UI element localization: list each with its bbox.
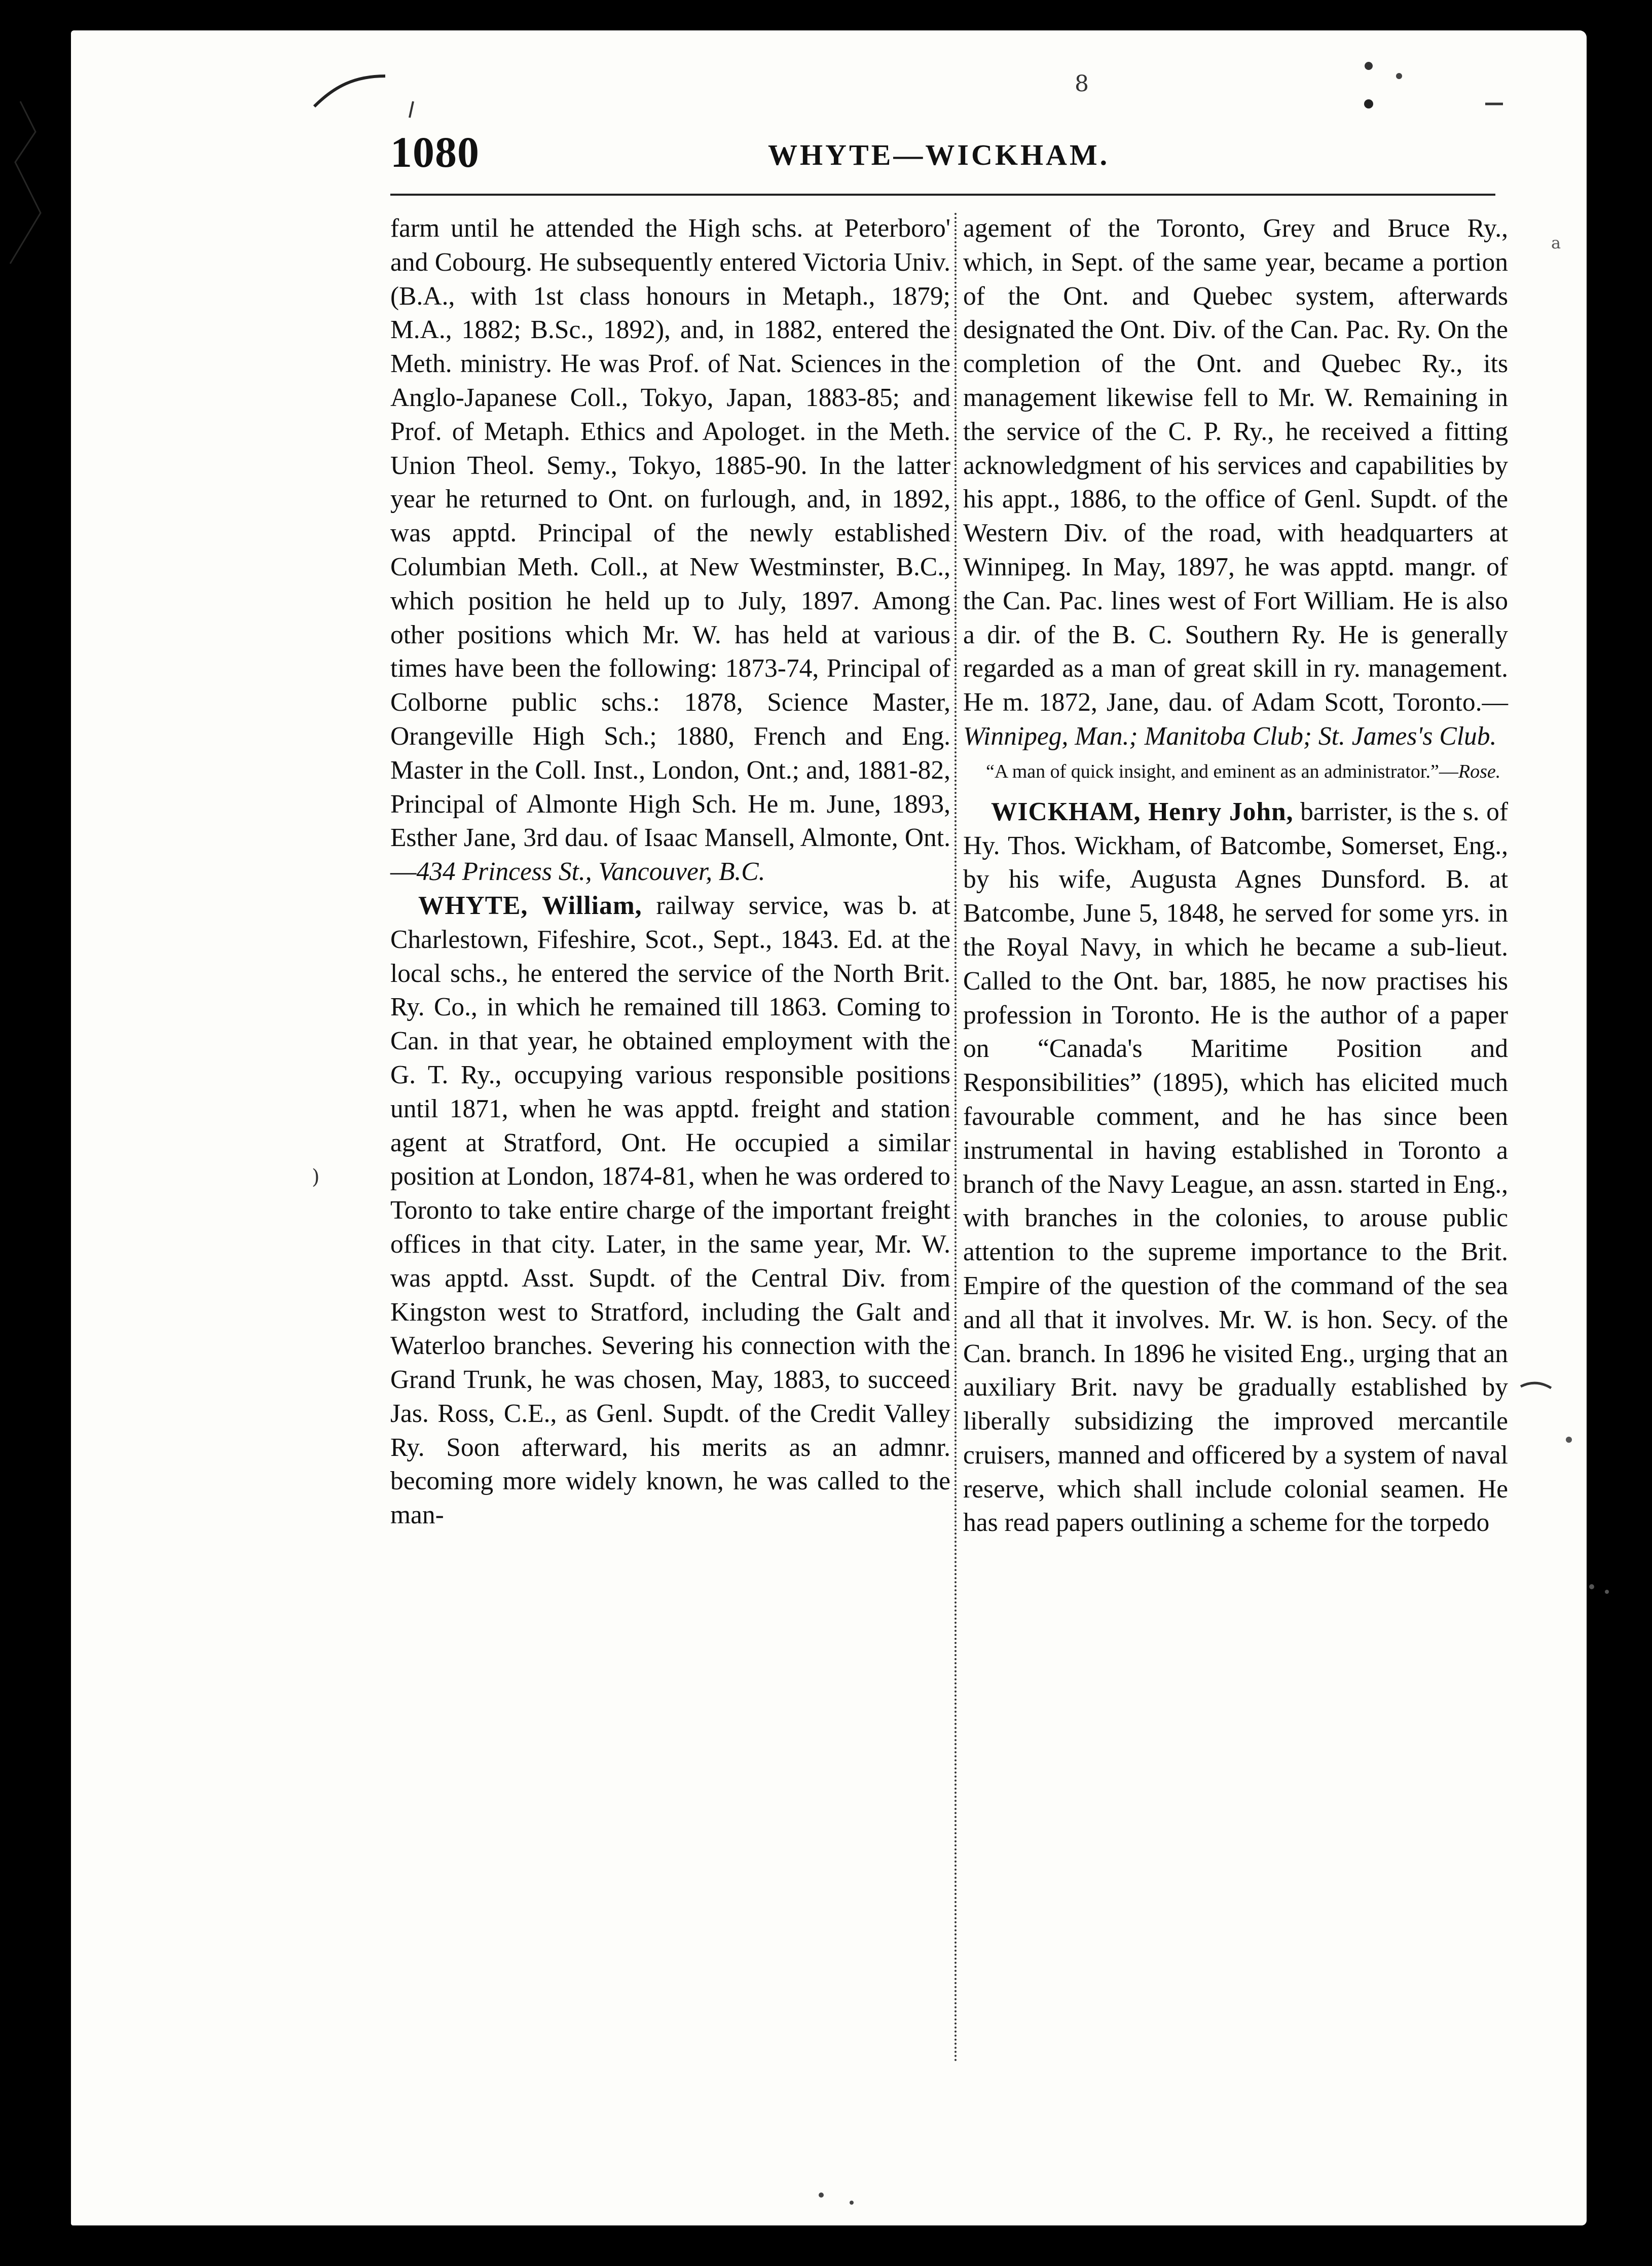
running-head-title: WHYTE—WICKHAM. (768, 138, 1110, 171)
wickham-entry (963, 795, 1508, 1541)
continued-entry-paragraph (390, 212, 950, 889)
pen-stroke-mark (410, 101, 413, 118)
whyte-entry-text: railway service, was b. at Charlestown, Fifeshire, Scot., Sept., 1843. Ed. at the local schs., he entered the service of the North Brit. Ry. Co., in which he remained till 1863. Coming to Can. in that year, he obtained employment with the G. T. Ry., occupying various responsible positions until 1871, when he was apptd. freight and station agent at Stratford, Ont. He occupied a similar position at London, 1874-81, when he was ordered to Toronto to take entire charge of the important freight offices in that city. Later, in the same year, Mr. W. was apptd. Asst. Supdt. of the Central Div. from Kingston west to Stratford, including the Galt and Waterloo branches. Severing his connection with the Grand Trunk, he was chosen, May, 1883, to succeed Jas. Ross, C.E., as Genl. Supdt. of the Credit Valley Ry. Soon afterward, his merits as an admnr. becoming more widely known, he was called to the man- (390, 891, 950, 1530)
left-column (390, 212, 950, 1532)
pen-stroke-mark (1521, 1383, 1551, 1388)
whyte-continued-text: agement of the Toronto, Grey and Bruce Ry., which, in Sept. of the same year, became a portion of the Ont. and Quebec system, afterwards designated the Ont. Div. of the Can. Pac. Ry. On the completion of the Ont. and Quebec Ry., its management likewise fell to Mr. W. Remaining in the service of the C. P. Ry., he received a fitting acknowledgment of his services and capabilities by his appt., 1886, to the office of Genl. Supdt. of the Western Div. of the road, with headquarters at Winnipeg. In May, 1897, he was apptd. mangr. of the Can. Pac. lines west of Fort William. He is also a dir. of the B. C. Southern Ry. He is generally regarded as a man of great skill in ry. management. He m. 1872, Jane, dau. of Adam Scott, Toronto.— (963, 214, 1508, 717)
wickham-entry-name: WICKHAM, Henry John, (991, 797, 1294, 826)
whyte-entry (390, 889, 950, 1532)
speck-mark (1605, 1590, 1609, 1594)
header-rule (390, 194, 1495, 196)
quote-text: “A man of quick insight, and eminent as an administrator.”— (986, 760, 1458, 782)
scribble-mark: a (1551, 233, 1561, 252)
speck-mark (1589, 1584, 1594, 1589)
speck-mark (1364, 99, 1373, 108)
pen-stroke-mark (314, 76, 385, 106)
speck-mark (819, 2192, 824, 2198)
whyte-address: Winnipeg, Man.; Manitoba Club; St. James's Club. (963, 721, 1497, 751)
scribble-mark: 8 (1075, 71, 1089, 97)
whyte-entry-name: WHYTE, William, (418, 891, 642, 920)
wickham-entry-text: barrister, is the s. of Hy. Thos. Wickham, of Batcombe, Somerset, Eng., by his wife, Augusta Agnes Dunsford. B. at Batcombe, June 5, 1848, he served for some yrs. in the Royal Navy, in which he became a sub-lieut. Called to the Ont. bar, 1885, he now practises his profession in Toronto. He is the author of a paper on “Canada's Maritime Position and Responsibilities” (1895), which has elicited much favourable comment, and he has since been instrumental in having established in Toronto a branch of the Navy League, an assn. started in Eng., with branches in the colonies, to arouse public attention to the supreme importance to the Brit. Empire of the question of the command of the sea and all that it involves. Mr. W. is hon. Secy. of the Can. branch. In 1896 he visited Eng., urging that an auxiliary Brit. navy be gradually established by liberally subsidizing the improved mercantile cruisers, manned and officered by a system of naval reserve, which shall include colonial seamen. He has read papers outlining a scheme for the torpedo (963, 797, 1508, 1538)
running-header (390, 127, 1495, 182)
speck-mark (850, 2201, 854, 2205)
page-number: 1080 (390, 128, 480, 176)
whyte-continued-paragraph (963, 212, 1508, 754)
entry-address: 434 Princess St., Vancouver, B.C. (416, 857, 765, 887)
continued-entry-text: farm until he attended the High schs. at Peterboro' and Cobourg. He subsequently entered Victoria Univ. (B.A., with 1st class honours in Metaph., 1879; M.A., 1882; B.Sc., 1892), and, in 1882, entered the Meth. ministry. He was Prof. of Nat. Sciences in the Anglo-Japanese Coll., Tokyo, Japan, 1883-85; and Prof. of Metaph. Ethics and Apologet. in the Meth. Union Theol. Semy., Tokyo, 1885-90. In the latter year he returned to Ont. on furlough, and, in 1892, was apptd. Principal of the newly established Columbian Meth. Coll., at New Westminster, B.C., which position he held up to July, 1897. Among other positions which Mr. W. has held at various times have been the following: 1873-74, Principal of Colborne public schs.: 1878, Science Master, Orangeville High Sch.; 1880, French and Eng. Master in the Coll. Inst., London, Ont.; and, 1881-82, Principal of Almonte High Sch. He m. June, 1893, Esther Jane, 3rd dau. of Isaac Mansell, Almonte, Ont.— (390, 214, 950, 887)
whyte-quote (963, 759, 1508, 784)
speck-mark (1566, 1437, 1572, 1443)
quote-source: Rose. (1458, 760, 1501, 782)
speck-mark (1365, 62, 1373, 70)
scribble-mark: ) (312, 1165, 320, 1189)
speck-mark (1396, 73, 1402, 79)
edge-wear-mark (10, 101, 41, 264)
column-divider (955, 213, 957, 2063)
right-column (963, 212, 1508, 1540)
